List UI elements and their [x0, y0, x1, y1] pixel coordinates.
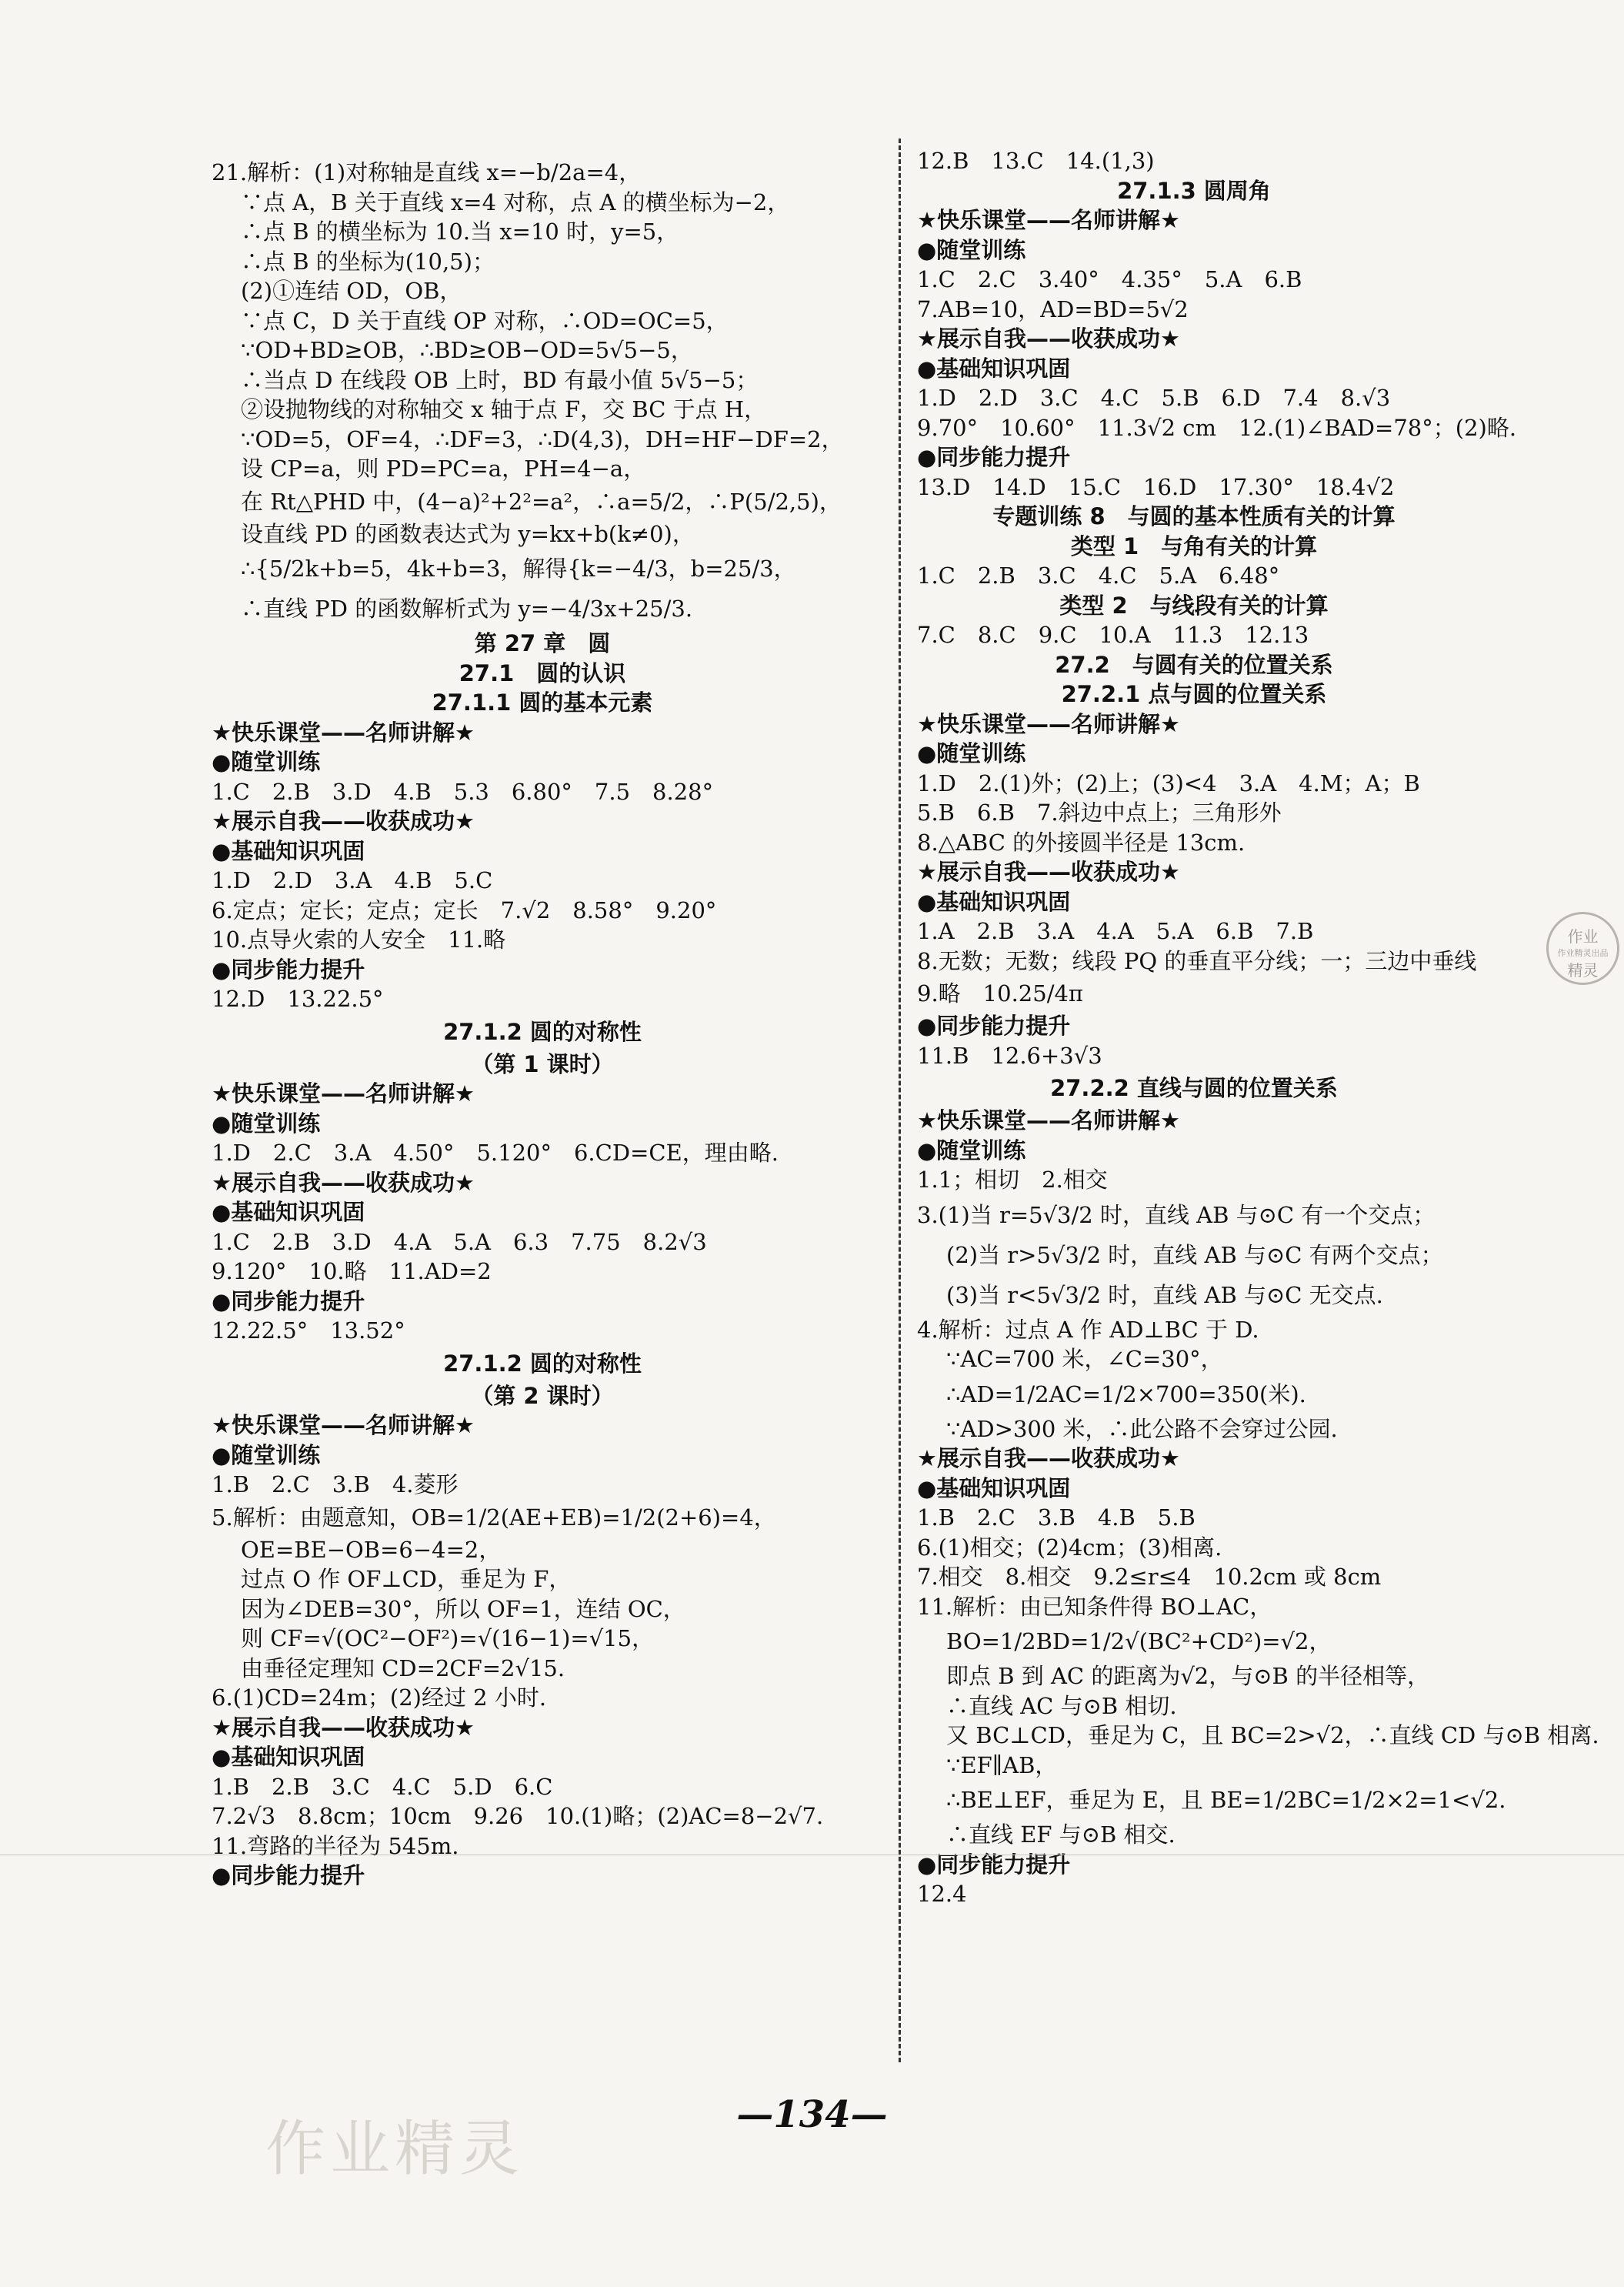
section-title: 专题训练 8 与圆的基本性质有关的计算 [992, 503, 1396, 529]
answer-line: ∴点 B 的坐标为(10,5)； [241, 248, 495, 275]
subsection-heading: ●同步能力提升 [212, 956, 365, 983]
answer-line: 1.B 2.C 3.B 4.B 5.B [917, 1504, 1195, 1531]
subsection-heading: ●随堂训练 [212, 749, 321, 775]
answer-line: 3.(1)当 r=5√3/2 时，直线 AB 与⊙C 有一个交点； [917, 1201, 1436, 1228]
section-title: 27.1.1 圆的基本元素 [432, 689, 653, 716]
answer-line: ∴直线 EF 与⊙B 相交. [946, 1821, 1175, 1848]
answer-line: 6.定点；定长；定点；定长 7.√2 8.58° 9.20° [212, 896, 717, 923]
section-title: 类型 2 与线段有关的计算 [1059, 592, 1329, 619]
answer-line: ∵点 C，D 关于直线 OP 对称，∴OD=OC=5， [241, 307, 729, 334]
subsection-heading: ●随堂训练 [917, 1137, 1026, 1164]
answer-line: 1.D 2.C 3.A 4.50° 5.120° 6.CD=CE，理由略. [212, 1140, 779, 1166]
answer-line: 1.B 2.B 3.C 4.C 5.D 6.C [212, 1773, 553, 1800]
answer-line: 11.B 12.6+3√3 [917, 1042, 1102, 1069]
answer-line: 设直线 PD 的函数表达式为 y=kx+b(k≠0)， [241, 520, 695, 547]
answer-line: ∵OD=5，OF=4，∴DF=3，∴D(4,3)，DH=HF−DF=2， [241, 426, 844, 452]
section-title: 27.1 圆的认识 [459, 659, 626, 686]
subsection-heading: ●基础知识巩固 [212, 837, 365, 864]
answer-line: ∵AD>300 米，∴此公路不会穿过公园. [946, 1415, 1338, 1442]
section-title: 27.2.2 直线与圆的位置关系 [1050, 1075, 1338, 1101]
section-title: 27.2 与圆有关的位置关系 [1055, 651, 1333, 678]
answer-line: 5.解析：由题意知，OB=1/2(AE+EB)=1/2(2+6)=4， [212, 1504, 776, 1531]
lesson-title: （第 2 课时） [471, 1382, 614, 1409]
answer-line: 因为∠DEB=30°，所以 OF=1，连结 OC， [241, 1595, 685, 1622]
subsection-heading: ●基础知识巩固 [212, 1199, 365, 1225]
answer-line: 1.D 2.(1)外；(2)上；(3)<4 3.A 4.M；A；B [917, 770, 1420, 796]
answer-line: ∴直线 AC 与⊙B 相切. [946, 1692, 1177, 1719]
answer-line: 6.(1)CD=24m；(2)经过 2 小时. [212, 1684, 547, 1711]
subsection-heading: ★展示自我——收获成功★ [917, 859, 1180, 885]
answer-line: 9.略 10.25/4π [917, 980, 1083, 1007]
answer-line: 6.(1)相交；(2)4cm；(3)相离. [917, 1534, 1222, 1561]
answer-line: 4.解析：过点 A 作 AD⊥BC 于 D. [917, 1316, 1259, 1343]
answer-line: 8.无数；无数；线段 PQ 的垂直平分线；一；三边中垂线 [917, 947, 1477, 974]
subsection-heading: ●随堂训练 [212, 1110, 321, 1137]
answer-line: 设 CP=a，则 PD=PC=a，PH=4−a， [241, 456, 646, 482]
answer-line: 由垂径定理知 CD=2CF=2√15. [241, 1654, 565, 1681]
section-title: 27.1.2 圆的对称性 [443, 1018, 642, 1045]
answer-line: 1.D 2.D 3.A 4.B 5.C [212, 867, 493, 893]
page-number: —134— [736, 2093, 888, 2136]
answer-line: ②设抛物线的对称轴交 x 轴于点 F，交 BC 于点 H， [241, 396, 767, 422]
subsection-heading: ●随堂训练 [917, 740, 1026, 766]
answer-line: 10.点导火索的人安全 11.略 [212, 926, 506, 953]
section-title: 类型 1 与角有关的计算 [1070, 533, 1318, 559]
answer-line: 12.B 13.C 14.(1,3) [917, 148, 1155, 174]
subsection-heading: ★快乐课堂——名师讲解★ [212, 1412, 475, 1438]
answer-line: 7.相交 8.相交 9.2≤r≤4 10.2cm 或 8cm [917, 1564, 1382, 1590]
subsection-heading: ●同步能力提升 [917, 444, 1071, 470]
answer-line: 8.△ABC 的外接圆半径是 13cm. [917, 829, 1246, 856]
answer-line: 1.1；相切 2.相交 [917, 1167, 1108, 1193]
subsection-heading: ★展示自我——收获成功★ [212, 808, 475, 834]
answer-line: 即点 B 到 AC 的距离为√2，与⊙B 的半径相等， [946, 1663, 1430, 1689]
answer-line: 1.C 2.B 3.D 4.A 5.A 6.3 7.75 8.2√3 [212, 1228, 707, 1255]
subsection-heading: ★快乐课堂——名师讲解★ [212, 1080, 475, 1107]
answer-line: ∵AC=700 米，∠C=30°， [946, 1346, 1223, 1372]
answer-line: BO=1/2BD=1/2√(BC²+CD²)=√2， [946, 1628, 1332, 1654]
answer-line: 11.解析：由已知条件得 BO⊥AC， [917, 1593, 1272, 1620]
answer-line: 12.4 [917, 1881, 967, 1907]
answer-line: ∴直线 PD 的函数解析式为 y=−4/3x+25/3. [241, 596, 693, 622]
subsection-heading: ●基础知识巩固 [917, 1474, 1071, 1501]
subsection-heading: ●随堂训练 [917, 236, 1026, 263]
answer-line: 11.弯路的半径为 545m. [212, 1832, 459, 1859]
left-column [212, 158, 873, 1891]
subsection-heading: ★展示自我——收获成功★ [917, 1445, 1180, 1471]
subsection-heading: ★展示自我——收获成功★ [212, 1714, 475, 1741]
answer-line: (2)当 r>5√3/2 时，直线 AB 与⊙C 有两个交点； [946, 1241, 1443, 1268]
answer-line: 在 Rt△PHD 中，(4−a)²+2²=a²，∴a=5/2，∴P(5/2,5)， [241, 488, 842, 515]
subsection-heading: ★展示自我——收获成功★ [212, 1169, 475, 1196]
answer-line: 1.C 2.B 3.C 4.C 5.A 6.48° [917, 563, 1280, 589]
answer-line: 9.120° 10.略 11.AD=2 [212, 1258, 492, 1284]
subsection-heading: ★展示自我——收获成功★ [917, 326, 1180, 352]
watermark: 作业精灵 [265, 2115, 525, 2184]
answer-line: (2)①连结 OD，OB， [241, 278, 462, 304]
answer-line: ∴点 B 的横坐标为 10.当 x=10 时，y=5， [241, 219, 679, 245]
section-title: 27.2.1 点与圆的位置关系 [1061, 681, 1327, 707]
subsection-heading: ●基础知识巩固 [917, 355, 1071, 382]
answer-line: 1.C 2.C 3.40° 4.35° 5.A 6.B [917, 266, 1302, 292]
answer-line: 21.解析：(1)对称轴是直线 x=−b/2a=4， [212, 159, 642, 185]
lesson-title: （第 1 课时） [471, 1050, 614, 1077]
answer-line: 12.22.5° 13.52° [212, 1317, 405, 1344]
answer-line: (3)当 r<5√3/2 时，直线 AB 与⊙C 无交点. [946, 1281, 1383, 1308]
answer-line: 1.B 2.C 3.B 4.菱形 [212, 1471, 459, 1497]
answer-line: 12.D 13.22.5° [212, 986, 384, 1012]
subsection-heading: ●同步能力提升 [917, 1851, 1071, 1878]
subsection-heading: ●同步能力提升 [917, 1013, 1071, 1039]
answer-line: ∴AD=1/2AC=1/2×700=350(米). [946, 1381, 1306, 1407]
answer-line: ∴当点 D 在线段 OB 上时，BD 有最小值 5√5−5； [241, 366, 759, 393]
publisher-stamp: 作业 作业精灵出品 精灵 [1546, 912, 1619, 985]
answer-line: ∵点 A，B 关于直线 x=4 对称，点 A 的横坐标为−2， [241, 189, 790, 215]
subsection-heading: ●同步能力提升 [212, 1862, 365, 1888]
column-divider [899, 139, 901, 2062]
subsection-heading: ●基础知识巩固 [917, 888, 1071, 915]
chapter-title: 第 27 章 圆 [474, 630, 611, 656]
answer-line: 7.2√3 8.8cm；10cm 9.26 10.(1)略；(2)AC=8−2√7. [212, 1803, 824, 1829]
answer-line: 7.C 8.C 9.C 10.A 11.3 12.13 [917, 622, 1309, 648]
answer-line: 5.B 6.B 7.斜边中点上；三角形外 [917, 800, 1282, 826]
answer-line: ∴BE⊥EF，垂足为 E，且 BE=1/2BC=1/2×2=1<√2. [946, 1787, 1506, 1813]
answer-line: 1.C 2.B 3.D 4.B 5.3 6.80° 7.5 8.28° [212, 778, 714, 805]
answer-line: 则 CF=√(OC²−OF²)=√(16−1)=√15， [241, 1625, 655, 1651]
answer-line: ∵EF∥AB， [946, 1751, 1058, 1778]
answer-line: OE=BE−OB=6−4=2， [241, 1536, 502, 1563]
subsection-heading: ★快乐课堂——名师讲解★ [917, 207, 1180, 233]
section-title: 27.1.3 圆周角 [1117, 177, 1271, 204]
answer-line: 1.D 2.D 3.C 4.C 5.B 6.D 7.4 8.√3 [917, 385, 1391, 411]
answer-line: 过点 O 作 OF⊥CD，垂足为 F， [241, 1566, 572, 1592]
subsection-heading: ●同步能力提升 [212, 1287, 365, 1314]
subsection-heading: ●基础知识巩固 [212, 1744, 365, 1770]
answer-line: 又 BC⊥CD，垂足为 C，且 BC=2>√2，∴直线 CD 与⊙B 相离. [946, 1722, 1599, 1748]
subsection-heading: ★快乐课堂——名师讲解★ [917, 1107, 1180, 1133]
subsection-heading: ★快乐课堂——名师讲解★ [212, 719, 475, 746]
subsection-heading: ●随堂训练 [212, 1441, 321, 1468]
answer-line: 1.A 2.B 3.A 4.A 5.A 6.B 7.B [917, 918, 1314, 944]
answer-line: ∵OD+BD≥OB，∴BD≥OB−OD=5√5−5， [241, 337, 693, 363]
answer-line: 9.70° 10.60° 11.3√2 cm 12.(1)∠BAD=78°；(2)略. [917, 414, 1517, 441]
subsection-heading: ★快乐课堂——名师讲解★ [917, 710, 1180, 737]
answer-line: 13.D 14.D 15.C 16.D 17.30° 18.4√2 [917, 473, 1395, 500]
answer-line: ∴{5/2k+b=5，4k+b=3，解得{k=−4/3，b=25/3， [241, 556, 796, 582]
section-title: 27.1.2 圆的对称性 [443, 1350, 642, 1377]
answer-line: 7.AB=10，AD=BD=5√2 [917, 295, 1189, 322]
